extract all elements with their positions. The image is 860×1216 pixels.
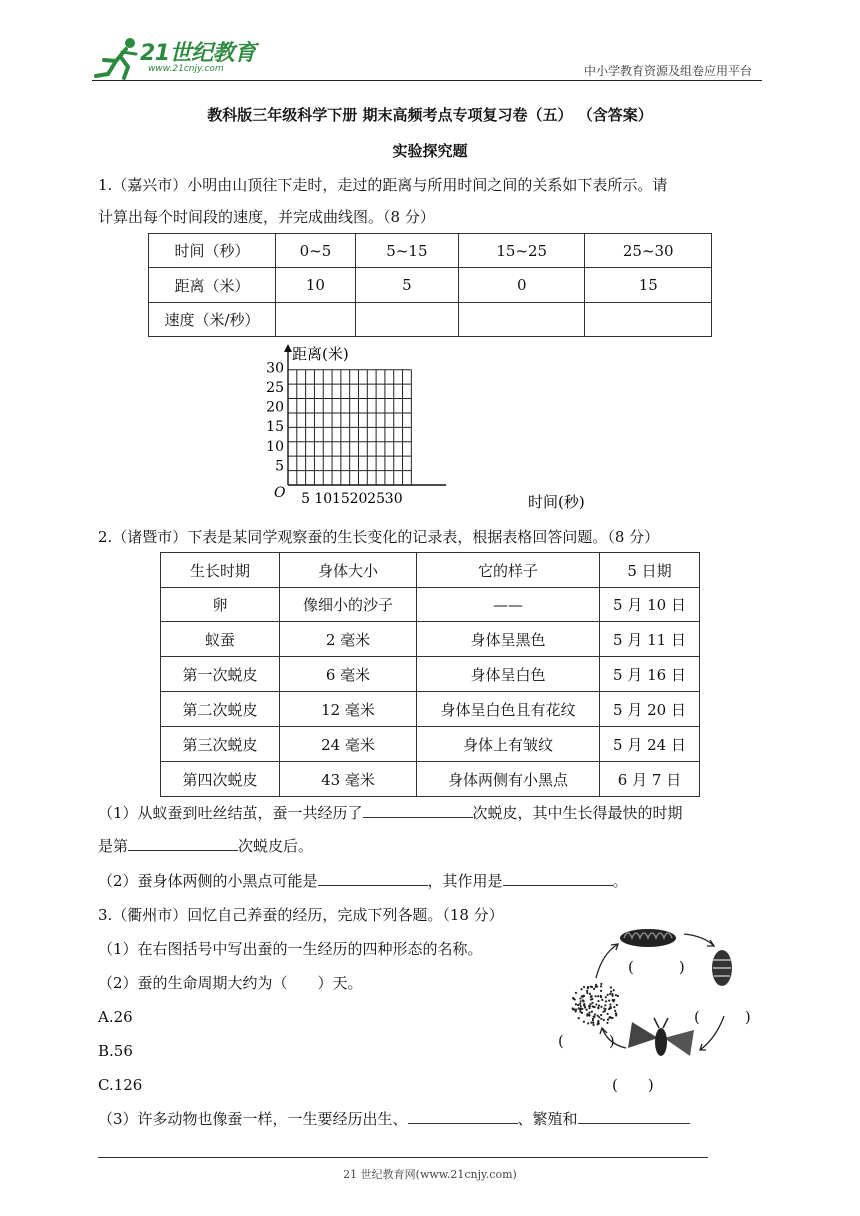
egg-dot bbox=[579, 997, 581, 999]
q1-text-line2: 计算出每个时间段的速度，并完成曲线图。（8 分） bbox=[98, 208, 435, 226]
egg-dot bbox=[579, 1003, 581, 1005]
footer-text: 21 世纪教育网(www.21cnjy.com) bbox=[343, 1168, 517, 1181]
egg-dot bbox=[586, 1009, 588, 1011]
q2-cell: 5 月 20 日 bbox=[600, 692, 700, 727]
egg-dot bbox=[593, 1016, 595, 1018]
egg-dot bbox=[587, 986, 589, 988]
q1-answer-cell[interactable] bbox=[458, 303, 585, 337]
egg-dot bbox=[587, 1022, 589, 1024]
egg-dot bbox=[598, 1004, 600, 1006]
q2-cell: 卵 bbox=[161, 588, 280, 622]
q2-sub1-line2 bbox=[98, 829, 313, 863]
egg-dot bbox=[591, 995, 593, 997]
q2-cell: 6 毫米 bbox=[280, 657, 417, 692]
option-c[interactable]: C.126 bbox=[98, 1076, 143, 1094]
egg-dot bbox=[575, 1008, 577, 1010]
q1-cell: 5~15 bbox=[355, 234, 458, 268]
egg-dot bbox=[580, 1005, 582, 1007]
egg-dot bbox=[600, 983, 602, 985]
egg-dot bbox=[603, 1019, 605, 1021]
egg-dot bbox=[610, 986, 612, 988]
egg-dot bbox=[591, 1011, 593, 1013]
q3-sub2: （2）蚕的生命周期大约为（ ）天。 bbox=[98, 974, 363, 992]
q1-cell: 时间（秒） bbox=[149, 234, 276, 268]
egg-dot bbox=[617, 995, 619, 997]
egg-dot bbox=[608, 999, 610, 1001]
q1-cell: 5 bbox=[355, 268, 458, 303]
egg-dot bbox=[591, 986, 593, 988]
answer-blank[interactable] bbox=[408, 1122, 518, 1124]
platform-label: 中小学教育资源及组卷应用平台 bbox=[583, 64, 752, 78]
egg-dot bbox=[590, 1022, 592, 1024]
q1-cell: 距离（米） bbox=[149, 268, 276, 303]
egg-dot bbox=[604, 1004, 606, 1006]
table-row bbox=[161, 657, 700, 692]
q2-cell: 第四次蜕皮 bbox=[161, 762, 280, 797]
q1-cell: 15 bbox=[585, 268, 712, 303]
egg-dot bbox=[589, 993, 591, 995]
egg-dot bbox=[583, 995, 585, 997]
q1-cell: 0 bbox=[458, 268, 585, 303]
egg-dot bbox=[615, 1012, 617, 1014]
egg-dot bbox=[590, 998, 592, 1000]
table-row bbox=[161, 588, 700, 622]
paren-left: ( bbox=[628, 958, 634, 976]
egg-dot bbox=[595, 986, 597, 988]
paren-eggs bbox=[558, 1030, 615, 1051]
egg-dot bbox=[615, 1014, 617, 1016]
paren-right: ) bbox=[608, 1032, 615, 1050]
q2-cell: 43 毫米 bbox=[280, 762, 417, 797]
egg-dot bbox=[581, 1012, 583, 1014]
egg-dot bbox=[614, 1010, 616, 1012]
q2-cell: 身体两侧有小黑点 bbox=[417, 762, 600, 797]
q2-cell: 5 月 10 日 bbox=[600, 588, 700, 622]
x-tick-label: 30 bbox=[384, 491, 403, 507]
paren-left: ( bbox=[612, 1076, 618, 1094]
y-tick-label: 10 bbox=[266, 438, 284, 455]
egg-dot bbox=[592, 1024, 594, 1026]
q2-cell: 第一次蜕皮 bbox=[161, 657, 280, 692]
pupa-icon bbox=[712, 950, 732, 986]
egg-dot bbox=[572, 1007, 574, 1009]
q2-text: 2.（诸暨市）下表是某同学观察蚕的生长变化的记录表，根据表格回答问题。（8 分） bbox=[98, 528, 660, 546]
egg-dot bbox=[597, 1015, 599, 1017]
egg-dot bbox=[613, 999, 615, 1001]
egg-dot bbox=[607, 1013, 609, 1015]
header-divider bbox=[92, 80, 762, 81]
logo-text: 21世纪教育 bbox=[140, 41, 256, 66]
egg-dot bbox=[611, 995, 613, 997]
q1-answer-cell[interactable] bbox=[585, 303, 712, 337]
q1-cell: 10 bbox=[276, 268, 356, 303]
q2-cell: —— bbox=[417, 588, 600, 622]
q2-sub1-text-b: 次蜕皮，其中生长得最快的时期 bbox=[472, 804, 683, 822]
egg-dot bbox=[588, 1014, 590, 1016]
answer-blank[interactable] bbox=[363, 816, 473, 818]
answer-blank[interactable] bbox=[578, 1122, 690, 1124]
egg-dot bbox=[610, 991, 612, 993]
origin-label: O bbox=[274, 485, 286, 501]
q1-cell: 25~30 bbox=[585, 234, 712, 268]
larva-icon bbox=[620, 929, 676, 947]
egg-dot bbox=[605, 996, 607, 998]
egg-dot bbox=[595, 995, 597, 997]
egg-dot bbox=[592, 1022, 594, 1024]
egg-dot bbox=[597, 1000, 599, 1002]
egg-dot bbox=[580, 1000, 582, 1002]
q1-text-line1: 1.（嘉兴市）小明由山顶往下走时，走过的距离与所用时间之间的关系如下表所示。请 bbox=[98, 176, 668, 194]
egg-dot bbox=[595, 1003, 597, 1005]
paren-left: ( bbox=[558, 1032, 564, 1050]
egg-dot bbox=[598, 1016, 600, 1018]
table-row bbox=[161, 692, 700, 727]
y-tick-label: 15 bbox=[266, 419, 284, 436]
q2-cell: 第三次蜕皮 bbox=[161, 727, 280, 762]
q2-sub2 bbox=[98, 864, 628, 898]
q3-sub3-text-a: （3）许多动物也像蚕一样，一生要经历出生、 bbox=[98, 1110, 408, 1128]
q2-cell: 身体上有皱纹 bbox=[417, 727, 600, 762]
egg-dot bbox=[605, 1000, 607, 1002]
q2-header: 生长时期 bbox=[161, 553, 280, 588]
egg-dot bbox=[572, 997, 574, 999]
x-tick-label: 25 bbox=[367, 491, 386, 507]
egg-dot bbox=[597, 995, 599, 997]
q2-sub1-text-c: 是第 bbox=[98, 837, 129, 855]
egg-dot bbox=[602, 1011, 604, 1013]
egg-dot bbox=[589, 1003, 591, 1005]
q1-cell: 0~5 bbox=[276, 234, 356, 268]
q2-header: 5 日期 bbox=[600, 553, 700, 588]
q2-cell: 像细小的沙子 bbox=[280, 588, 417, 622]
page-title: 教科版三年级科学下册 期末高频考点专项复习卷（五） （含答案） bbox=[207, 106, 653, 124]
egg-dot bbox=[600, 995, 602, 997]
paren-left: ( bbox=[694, 1008, 700, 1026]
egg-dot bbox=[588, 1011, 590, 1013]
egg-dot bbox=[583, 1000, 585, 1002]
egg-dot bbox=[583, 986, 585, 988]
answer-blank[interactable] bbox=[503, 884, 613, 886]
q2-sub2-text-c: 。 bbox=[612, 872, 628, 890]
q2-cell: 身体呈白色且有花纹 bbox=[417, 692, 600, 727]
q1-table bbox=[148, 233, 712, 337]
egg-dot bbox=[613, 989, 615, 991]
q2-sub1-text-d: 次蜕皮后。 bbox=[238, 837, 314, 855]
q2-sub1-line1 bbox=[98, 796, 683, 830]
q1-answer-cell[interactable] bbox=[276, 303, 356, 337]
q2-cell: 6 月 7 日 bbox=[600, 762, 700, 797]
egg-dot bbox=[592, 1019, 594, 1021]
q2-sub2-text-b: ，其作用是 bbox=[427, 872, 503, 890]
q2-cell: 2 毫米 bbox=[280, 622, 417, 657]
q2-cell: 5 月 16 日 bbox=[600, 657, 700, 692]
egg-dot bbox=[604, 1008, 606, 1010]
egg-dot bbox=[600, 985, 602, 987]
egg-dot bbox=[600, 1014, 602, 1016]
q2-cell: 身体呈白色 bbox=[417, 657, 600, 692]
egg-dot bbox=[594, 1013, 596, 1015]
egg-dot bbox=[591, 1002, 593, 1004]
q2-sub2-text-a: （2）蚕身体两侧的小黑点可能是 bbox=[98, 872, 318, 890]
table-row bbox=[161, 622, 700, 657]
egg-dot bbox=[600, 1018, 602, 1020]
q2-cell: 蚁蚕 bbox=[161, 622, 280, 657]
egg-dot bbox=[595, 984, 597, 986]
q2-cell: 24 毫米 bbox=[280, 727, 417, 762]
egg-dot bbox=[586, 990, 588, 992]
egg-dot bbox=[609, 993, 611, 995]
egg-dot bbox=[586, 992, 588, 994]
egg-dot bbox=[600, 1006, 602, 1008]
moth-icon bbox=[628, 1018, 694, 1056]
y-axis-label: 距离(米) bbox=[292, 345, 349, 363]
q2-cell: 5 月 11 日 bbox=[600, 622, 700, 657]
logo-url: www.21cnjy.com bbox=[148, 64, 224, 74]
x-tick-label: 5 bbox=[301, 491, 311, 507]
x-tick-label: 15 bbox=[331, 491, 350, 507]
egg-dot bbox=[609, 1016, 611, 1018]
egg-dot bbox=[583, 1021, 585, 1023]
q1-cell: 速度（米/秒） bbox=[149, 303, 276, 337]
section-title: 实验探究题 bbox=[392, 142, 468, 160]
q3-text: 3.（衢州市）回忆自己养蚕的经历，完成下列各题。（18 分） bbox=[98, 906, 504, 924]
q2-cell: 5 月 24 日 bbox=[600, 727, 700, 762]
egg-dot bbox=[610, 1006, 612, 1008]
footer-divider bbox=[98, 1157, 708, 1158]
distance-time-chart bbox=[260, 340, 620, 515]
egg-dot bbox=[593, 988, 595, 990]
y-tick-label: 25 bbox=[266, 380, 284, 396]
egg-dot bbox=[616, 1004, 618, 1006]
x-tick-label: 10 bbox=[314, 491, 333, 507]
egg-dot bbox=[601, 999, 603, 1001]
q1-answer-cell[interactable] bbox=[355, 303, 458, 337]
egg-dot bbox=[577, 1004, 579, 1006]
egg-dot bbox=[578, 1017, 580, 1019]
egg-dot bbox=[613, 1006, 615, 1008]
egg-dot bbox=[606, 1022, 608, 1024]
egg-dot bbox=[588, 1007, 590, 1009]
answer-blank[interactable] bbox=[318, 884, 428, 886]
egg-dot bbox=[609, 1003, 611, 1005]
egg-dot bbox=[592, 1005, 594, 1007]
egg-dot bbox=[597, 1020, 599, 1022]
egg-dot bbox=[597, 1007, 599, 1009]
option-a[interactable]: A.26 bbox=[98, 1008, 133, 1026]
egg-dot bbox=[615, 994, 617, 996]
q2-sub1-text-a: （1）从蚁蚕到吐丝结茧，蚕一共经历了 bbox=[98, 804, 363, 822]
q2-cell: 身体呈黑色 bbox=[417, 622, 600, 657]
y-tick-label: 30 bbox=[266, 360, 284, 377]
y-tick-label: 20 bbox=[266, 399, 284, 416]
eggs-icon bbox=[572, 983, 619, 1026]
y-tick-label: 5 bbox=[275, 458, 284, 475]
silkworm-life-cycle bbox=[556, 918, 766, 1103]
paren-moth bbox=[612, 1074, 654, 1095]
option-b[interactable]: B.56 bbox=[98, 1042, 133, 1060]
egg-dot bbox=[578, 1007, 580, 1009]
y-axis-arrow bbox=[284, 344, 292, 352]
egg-dot bbox=[611, 1017, 613, 1019]
answer-blank[interactable] bbox=[128, 849, 238, 851]
x-axis-label: 时间(秒) bbox=[528, 493, 585, 511]
egg-dot bbox=[583, 1004, 585, 1006]
q2-header: 它的样子 bbox=[417, 553, 600, 588]
egg-dot bbox=[581, 1008, 583, 1010]
egg-dot bbox=[575, 992, 577, 994]
table-row bbox=[161, 762, 700, 797]
q3-sub1: （1）在右图括号中写出蚕的一生经历的四种形态的名称。 bbox=[98, 940, 483, 958]
x-tick-label: 20 bbox=[349, 491, 368, 507]
table-row bbox=[161, 727, 700, 762]
egg-dot bbox=[607, 994, 609, 996]
paren-right: ) bbox=[647, 1076, 654, 1094]
egg-dot bbox=[575, 1003, 577, 1005]
egg-dot bbox=[589, 1005, 591, 1007]
q3-sub3-text-b: 、繁殖和 bbox=[517, 1110, 578, 1128]
q2-header: 身体大小 bbox=[280, 553, 417, 588]
egg-dot bbox=[600, 990, 602, 992]
paren-pupa bbox=[694, 1006, 751, 1027]
paren-right: ) bbox=[744, 1008, 751, 1026]
chart-svg bbox=[260, 340, 620, 515]
egg-dot bbox=[580, 988, 582, 990]
egg-dot bbox=[607, 1019, 609, 1021]
q2-cell: 12 毫米 bbox=[280, 692, 417, 727]
paren-right: ) bbox=[678, 958, 685, 976]
q2-cell: 第二次蜕皮 bbox=[161, 692, 280, 727]
q2-table bbox=[160, 552, 700, 797]
q1-cell: 15~25 bbox=[458, 234, 585, 268]
q3-sub3 bbox=[98, 1102, 690, 1136]
paren-larva bbox=[628, 956, 685, 977]
